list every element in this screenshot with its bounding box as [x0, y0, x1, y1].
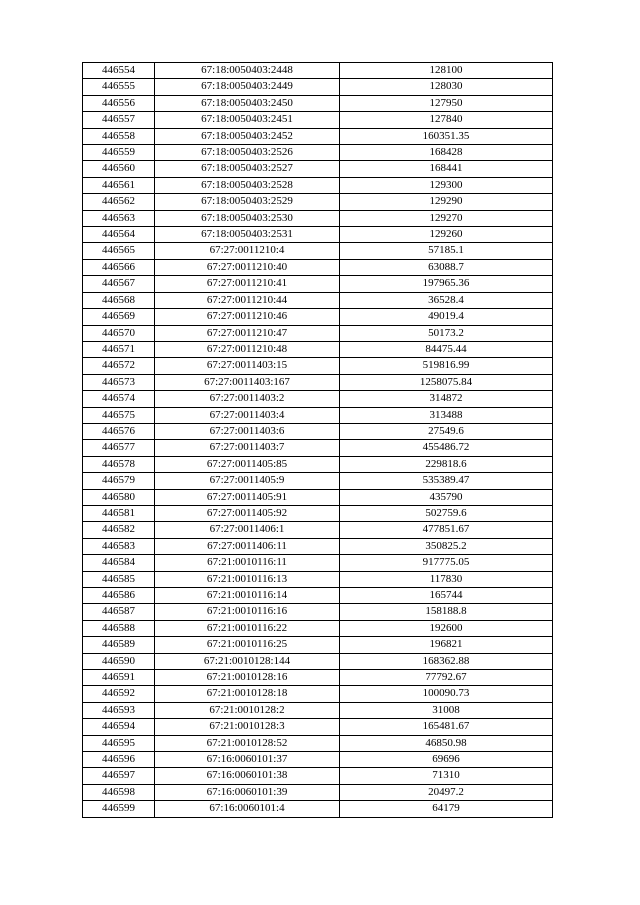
value-cell: 57185.1	[340, 243, 553, 259]
row-number-cell: 446593	[83, 702, 155, 718]
value-cell: 455486.72	[340, 440, 553, 456]
value-cell: 158188.8	[340, 604, 553, 620]
row-number-cell: 446555	[83, 79, 155, 95]
row-number-cell: 446583	[83, 538, 155, 554]
row-number-cell: 446562	[83, 194, 155, 210]
value-cell: 168428	[340, 145, 553, 161]
value-cell: 127840	[340, 112, 553, 128]
cadastral-number-cell: 67:27:0011403:2	[155, 391, 340, 407]
value-cell: 49019.4	[340, 309, 553, 325]
table-row	[83, 210, 553, 226]
table-row	[83, 177, 553, 193]
row-number-cell: 446597	[83, 768, 155, 784]
cadastral-number-cell: 67:18:0050403:2528	[155, 177, 340, 193]
cadastral-number-cell: 67:21:0010128:3	[155, 719, 340, 735]
value-cell: 36528.4	[340, 292, 553, 308]
value-cell: 71310	[340, 768, 553, 784]
value-cell: 535389.47	[340, 473, 553, 489]
cadastral-number-cell: 67:27:0011210:46	[155, 309, 340, 325]
value-cell: 519816.99	[340, 358, 553, 374]
value-cell: 129290	[340, 194, 553, 210]
row-number-cell: 446558	[83, 128, 155, 144]
row-number-cell: 446566	[83, 259, 155, 275]
row-number-cell: 446586	[83, 588, 155, 604]
table-row	[83, 719, 553, 735]
table-row	[83, 555, 553, 571]
value-cell: 84475.44	[340, 341, 553, 357]
row-number-cell: 446560	[83, 161, 155, 177]
value-cell: 160351.35	[340, 128, 553, 144]
value-cell: 1258075.84	[340, 374, 553, 390]
value-cell: 192600	[340, 620, 553, 636]
table-row	[83, 620, 553, 636]
cadastral-number-cell: 67:18:0050403:2530	[155, 210, 340, 226]
value-cell: 117830	[340, 571, 553, 587]
cadastral-number-cell: 67:21:0010116:13	[155, 571, 340, 587]
row-number-cell: 446592	[83, 686, 155, 702]
table-row	[83, 243, 553, 259]
cadastral-number-cell: 67:27:0011405:92	[155, 505, 340, 521]
cadastral-number-cell: 67:16:0060101:37	[155, 752, 340, 768]
row-number-cell: 446573	[83, 374, 155, 390]
table-row	[83, 63, 553, 79]
cadastral-number-cell: 67:27:0011403:15	[155, 358, 340, 374]
cadastral-number-cell: 67:21:0010116:16	[155, 604, 340, 620]
table-row	[83, 735, 553, 751]
value-cell: 917775.05	[340, 555, 553, 571]
table-row	[83, 670, 553, 686]
row-number-cell: 446585	[83, 571, 155, 587]
table-row	[83, 407, 553, 423]
row-number-cell: 446599	[83, 801, 155, 817]
table-row	[83, 653, 553, 669]
table-row	[83, 95, 553, 111]
cadastral-number-cell: 67:18:0050403:2452	[155, 128, 340, 144]
table-row	[83, 341, 553, 357]
table-row	[83, 752, 553, 768]
cadastral-number-cell: 67:21:0010128:2	[155, 702, 340, 718]
table-row	[83, 588, 553, 604]
table-row	[83, 522, 553, 538]
table-row	[83, 473, 553, 489]
value-cell: 31008	[340, 702, 553, 718]
row-number-cell: 446588	[83, 620, 155, 636]
table-row	[83, 423, 553, 439]
table-row	[83, 145, 553, 161]
value-cell: 168441	[340, 161, 553, 177]
table-row	[83, 309, 553, 325]
table-row	[83, 325, 553, 341]
row-number-cell: 446559	[83, 145, 155, 161]
value-cell: 128030	[340, 79, 553, 95]
value-cell: 127950	[340, 95, 553, 111]
row-number-cell: 446565	[83, 243, 155, 259]
table-row	[83, 374, 553, 390]
cadastral-number-cell: 67:21:0010116:25	[155, 637, 340, 653]
value-cell: 128100	[340, 63, 553, 79]
cadastral-number-cell: 67:21:0010128:18	[155, 686, 340, 702]
cadastral-number-cell: 67:27:0011405:9	[155, 473, 340, 489]
cadastral-number-cell: 67:18:0050403:2449	[155, 79, 340, 95]
value-cell: 435790	[340, 489, 553, 505]
table-row	[83, 79, 553, 95]
cadastral-number-cell: 67:21:0010128:52	[155, 735, 340, 751]
cadastral-number-cell: 67:27:0011406:11	[155, 538, 340, 554]
cadastral-number-cell: 67:27:0011405:85	[155, 456, 340, 472]
cadastral-number-cell: 67:21:0010128:144	[155, 653, 340, 669]
cadastral-number-cell: 67:27:0011210:4	[155, 243, 340, 259]
table-row	[83, 227, 553, 243]
value-cell: 313488	[340, 407, 553, 423]
table-row	[83, 161, 553, 177]
table-row	[83, 604, 553, 620]
cadastral-number-cell: 67:18:0050403:2531	[155, 227, 340, 243]
cadastral-number-cell: 67:27:0011210:47	[155, 325, 340, 341]
row-number-cell: 446579	[83, 473, 155, 489]
row-number-cell: 446596	[83, 752, 155, 768]
cadastral-number-cell: 67:27:0011403:7	[155, 440, 340, 456]
value-cell: 502759.6	[340, 505, 553, 521]
table-row	[83, 784, 553, 800]
table-row	[83, 358, 553, 374]
cadastral-number-cell: 67:18:0050403:2448	[155, 63, 340, 79]
cadastral-number-cell: 67:21:0010116:22	[155, 620, 340, 636]
cadastral-number-cell: 67:16:0060101:38	[155, 768, 340, 784]
cadastral-number-cell: 67:27:0011406:1	[155, 522, 340, 538]
row-number-cell: 446574	[83, 391, 155, 407]
row-number-cell: 446570	[83, 325, 155, 341]
row-number-cell: 446581	[83, 505, 155, 521]
row-number-cell: 446557	[83, 112, 155, 128]
table-row	[83, 637, 553, 653]
row-number-cell: 446594	[83, 719, 155, 735]
row-number-cell: 446578	[83, 456, 155, 472]
cadastral-number-cell: 67:16:0060101:4	[155, 801, 340, 817]
cadastral-number-cell: 67:27:0011405:91	[155, 489, 340, 505]
cadastral-number-cell: 67:21:0010116:14	[155, 588, 340, 604]
value-cell: 69696	[340, 752, 553, 768]
value-cell: 165481.67	[340, 719, 553, 735]
row-number-cell: 446575	[83, 407, 155, 423]
value-cell: 229818.6	[340, 456, 553, 472]
table-row	[83, 702, 553, 718]
table-row	[83, 505, 553, 521]
row-number-cell: 446584	[83, 555, 155, 571]
value-cell: 165744	[340, 588, 553, 604]
row-number-cell: 446582	[83, 522, 155, 538]
cadastral-number-cell: 67:27:0011403:4	[155, 407, 340, 423]
row-number-cell: 446561	[83, 177, 155, 193]
cadastral-number-cell: 67:27:0011403:167	[155, 374, 340, 390]
row-number-cell: 446595	[83, 735, 155, 751]
table-body	[83, 63, 553, 818]
row-number-cell: 446577	[83, 440, 155, 456]
row-number-cell: 446569	[83, 309, 155, 325]
row-number-cell: 446568	[83, 292, 155, 308]
table-row	[83, 128, 553, 144]
table-row	[83, 768, 553, 784]
row-number-cell: 446590	[83, 653, 155, 669]
cadastral-number-cell: 67:21:0010128:16	[155, 670, 340, 686]
row-number-cell: 446598	[83, 784, 155, 800]
table-row	[83, 112, 553, 128]
table-row	[83, 194, 553, 210]
row-number-cell: 446571	[83, 341, 155, 357]
row-number-cell: 446564	[83, 227, 155, 243]
row-number-cell: 446556	[83, 95, 155, 111]
cadastral-number-cell: 67:18:0050403:2529	[155, 194, 340, 210]
value-cell: 46850.98	[340, 735, 553, 751]
row-number-cell: 446567	[83, 276, 155, 292]
row-number-cell: 446580	[83, 489, 155, 505]
value-cell: 350825.2	[340, 538, 553, 554]
value-cell: 314872	[340, 391, 553, 407]
value-cell: 50173.2	[340, 325, 553, 341]
value-cell: 63088.7	[340, 259, 553, 275]
value-cell: 196821	[340, 637, 553, 653]
cadastral-number-cell: 67:18:0050403:2450	[155, 95, 340, 111]
table-row	[83, 276, 553, 292]
table-row	[83, 259, 553, 275]
row-number-cell: 446591	[83, 670, 155, 686]
table-row	[83, 571, 553, 587]
cadastral-number-cell: 67:27:0011210:41	[155, 276, 340, 292]
value-cell: 197965.36	[340, 276, 553, 292]
value-cell: 129270	[340, 210, 553, 226]
value-cell: 100090.73	[340, 686, 553, 702]
table-row	[83, 538, 553, 554]
table-row	[83, 456, 553, 472]
cadastral-number-cell: 67:27:0011210:40	[155, 259, 340, 275]
row-number-cell: 446589	[83, 637, 155, 653]
value-cell: 129260	[340, 227, 553, 243]
value-cell: 129300	[340, 177, 553, 193]
cadastral-number-cell: 67:27:0011403:6	[155, 423, 340, 439]
cadastral-number-cell: 67:18:0050403:2526	[155, 145, 340, 161]
cadastral-number-cell: 67:16:0060101:39	[155, 784, 340, 800]
cadastral-number-cell: 67:21:0010116:11	[155, 555, 340, 571]
cadastral-number-cell: 67:27:0011210:44	[155, 292, 340, 308]
value-cell: 27549.6	[340, 423, 553, 439]
row-number-cell: 446587	[83, 604, 155, 620]
table-row	[83, 391, 553, 407]
table-row	[83, 489, 553, 505]
cadastral-number-cell: 67:18:0050403:2527	[155, 161, 340, 177]
row-number-cell: 446572	[83, 358, 155, 374]
value-cell: 64179	[340, 801, 553, 817]
table-row	[83, 292, 553, 308]
cadastral-number-cell: 67:27:0011210:48	[155, 341, 340, 357]
cadastral-number-cell: 67:18:0050403:2451	[155, 112, 340, 128]
value-cell: 168362.88	[340, 653, 553, 669]
value-cell: 20497.2	[340, 784, 553, 800]
table-row	[83, 686, 553, 702]
value-cell: 477851.67	[340, 522, 553, 538]
table-row	[83, 801, 553, 817]
row-number-cell: 446576	[83, 423, 155, 439]
value-cell: 77792.67	[340, 670, 553, 686]
row-number-cell: 446554	[83, 63, 155, 79]
table-row	[83, 440, 553, 456]
data-table	[82, 62, 553, 818]
row-number-cell: 446563	[83, 210, 155, 226]
